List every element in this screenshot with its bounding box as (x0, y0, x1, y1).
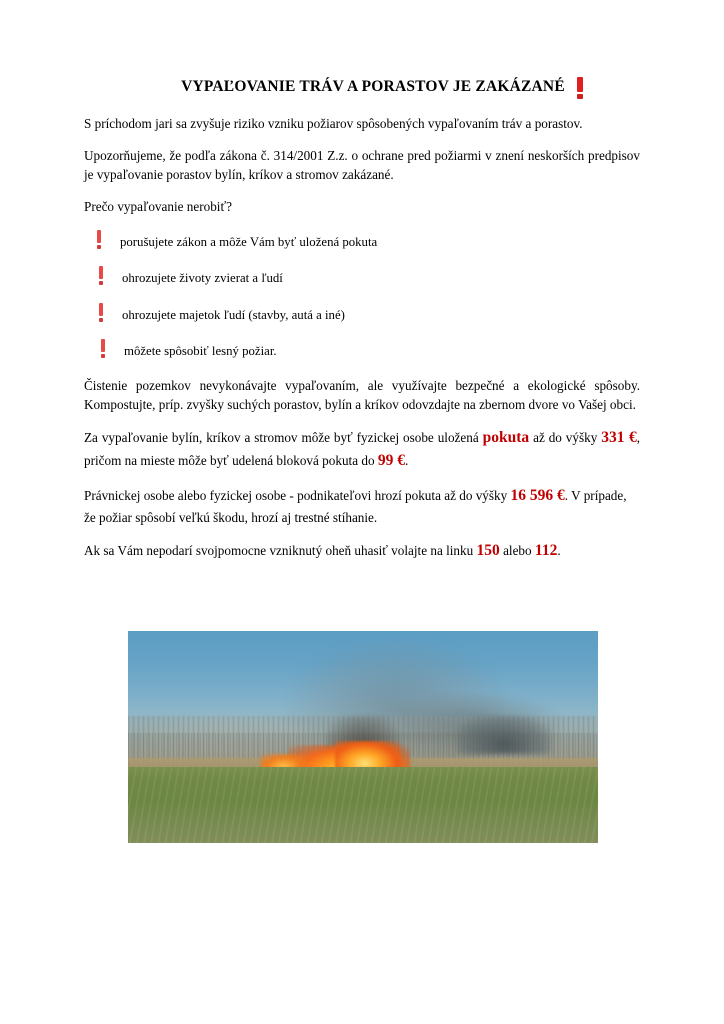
emergency-text-1: Ak sa Vám nepodarí svojpomocne vzniknutý oheň uhasiť volajte na linku (84, 542, 474, 558)
grass-fire-photograph (128, 631, 598, 843)
law-notice-paragraph: Upozorňujeme, že podľa zákona č. 314/2001 Z.z. o ochrane pred požiarmi v znení neskorších predpisov je vypaľovanie porastov bylín, kríkov a stromov zakázané. (84, 148, 640, 183)
reasons-list (84, 230, 640, 361)
fine-amount-99: 99 € (377, 451, 405, 469)
exclamation-mark-icon (94, 230, 104, 249)
list-item (84, 266, 640, 287)
emergency-conjunction: alebo (503, 542, 532, 558)
list-item (84, 339, 640, 360)
emergency-number-150: 150 (476, 541, 500, 559)
fine-amount-331: 331 € (601, 429, 637, 447)
exclamation-dot (99, 318, 103, 322)
exclamation-mark-icon (96, 303, 106, 322)
fine-keyword-pokuta: pokuta (482, 429, 530, 447)
fine-legal-text-3: V prípade, že požiar spôsobí veľkú škodu, hrozí aj trestné stíhanie. (84, 488, 627, 525)
fine-natural-paragraph (84, 427, 640, 472)
fine-amount-16596: 16 596 € (510, 487, 565, 505)
question-paragraph: Prečo vypaľovanie nerobiť? (84, 199, 232, 215)
list-item-label: môžete spôsobiť lesný požiar. (124, 344, 277, 359)
fine-natural-text-4: . (404, 452, 409, 468)
exclamation-bar (99, 266, 103, 279)
green-field (128, 767, 598, 843)
exclamation-mark-icon (96, 266, 106, 285)
exclamation-dot (577, 94, 583, 99)
fine-natural-text-3: , pričom na mieste môže byť udelená bloková pokuta do (84, 430, 641, 468)
intro-paragraph: S príchodom jari sa zvyšuje riziko vzniku požiarov spôsobených vypaľovaním tráv a porastov. (84, 116, 583, 131)
document-body (84, 78, 640, 575)
emergency-number-112: 112 (534, 541, 558, 559)
exclamation-bar (101, 339, 105, 352)
exclamation-dot (101, 354, 105, 358)
list-item-label: ohrozujete majetok ľudí (stavby, autá a iné) (122, 307, 345, 322)
list-item (84, 230, 640, 251)
fine-natural-text-1: Za vypaľovanie bylín, kríkov a stromov môže byť fyzickej osobe uložená (84, 430, 479, 446)
exclamation-bar (97, 230, 101, 243)
fine-legal-paragraph (84, 485, 640, 527)
exclamation-mark-icon (577, 77, 583, 99)
exclamation-bar (577, 77, 583, 92)
emergency-text-2: . (557, 542, 561, 558)
title-row (84, 78, 640, 100)
page-title: VYPAĽOVANIE TRÁV A PORASTOV JE ZAKÁZANÉ (181, 78, 565, 95)
exclamation-dot (97, 245, 101, 249)
fine-legal-text-2: . (564, 488, 569, 504)
list-item-label: ohrozujete životy zvierat a ľudí (122, 271, 283, 286)
fine-legal-text-1: Právnickej osobe alebo fyzickej osobe - podnikateľovi hrozí pokuta až do výšky (84, 488, 508, 504)
advice-paragraph: Čistenie pozemkov nevykonávajte vypaľovaním, ale využívajte bezpečné a ekologické spôsoby. Kompostujte, príp. zvyšky suchých porastov, bylín a kríkov odovzdajte na zbernom dvore vo Vašej obci. (84, 378, 640, 413)
exclamation-bar (99, 303, 103, 316)
photo-container (128, 631, 598, 843)
emergency-paragraph (84, 540, 640, 562)
exclamation-dot (99, 281, 103, 285)
list-item (84, 303, 640, 324)
fine-natural-text-2: až do výšky (533, 430, 598, 446)
list-item-label: porušujete zákon a môže Vám byť uložená pokuta (120, 234, 378, 249)
dark-bush (457, 716, 551, 754)
exclamation-mark-icon (98, 339, 108, 358)
flames-peak (335, 741, 401, 769)
